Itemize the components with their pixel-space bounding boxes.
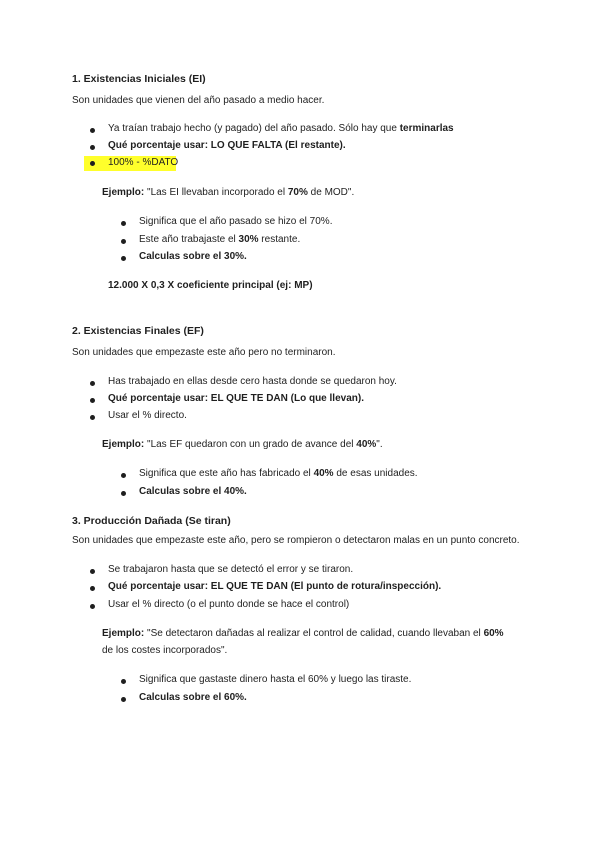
section-intro: Son unidades que vienen del año pasado a medio hacer.: [72, 95, 325, 106]
list-item: Has trabajado en ellas desde cero hasta donde se quedaron hoy.: [108, 376, 397, 387]
bullet-marker: [121, 697, 126, 702]
bullet-marker: [90, 161, 95, 166]
list-item: Significa que este año has fabricado el 40% de esas unidades.: [139, 468, 418, 479]
bullet-marker: [121, 256, 126, 261]
bullet-marker: [90, 415, 95, 420]
list-item: Significa que gastaste dinero hasta el 60% y luego las tiraste.: [139, 674, 412, 685]
example-line: Ejemplo: "Las EF quedaron con un grado de avance del 40%".: [102, 439, 383, 450]
list-item: Calculas sobre el 40%.: [139, 486, 247, 497]
list-item: Significa que el año pasado se hizo el 70%.: [139, 216, 333, 227]
section-heading: 2. Existencias Finales (EF): [72, 325, 204, 337]
bullet-marker: [121, 239, 126, 244]
bullet-marker: [121, 679, 126, 684]
section-heading: 3. Producción Dañada (Se tiran): [72, 515, 231, 527]
list-item: Qué porcentaje usar: EL QUE TE DAN (El punto de rotura/inspección).: [108, 581, 442, 592]
list-item: Ya traían trabajo hecho (y pagado) del año pasado. Sólo hay que terminarlas: [108, 123, 454, 134]
section-intro: Son unidades que empezaste este año pero no terminaron.: [72, 347, 336, 358]
bullet-marker: [90, 398, 95, 403]
example-line-continued: de los costes incorporados".: [102, 645, 228, 656]
bullet-marker: [90, 381, 95, 386]
example-line: Ejemplo: "Se detectaron dañadas al realizar el control de calidad, cuando llevaban el 60%: [102, 628, 504, 639]
bullet-marker: [90, 145, 95, 150]
list-item: Usar el % directo (o el punto donde se hace el control): [108, 599, 350, 610]
bullet-marker: [90, 128, 95, 133]
bullet-marker: [121, 473, 126, 478]
list-item: Usar el % directo.: [108, 410, 187, 421]
list-item-highlighted: 100% - %DATO: [108, 157, 179, 168]
list-item: Se trabajaron hasta que se detectó el error y se tiraron.: [108, 564, 354, 575]
list-item: Qué porcentaje usar: EL QUE TE DAN (Lo que llevan).: [108, 393, 364, 404]
bullet-marker: [121, 221, 126, 226]
list-item: Calculas sobre el 60%.: [139, 692, 247, 703]
bullet-marker: [121, 491, 126, 496]
section-heading: 1. Existencias Iniciales (EI): [72, 73, 206, 85]
bullet-marker: [90, 604, 95, 609]
list-item: Qué porcentaje usar: LO QUE FALTA (El restante).: [108, 140, 346, 151]
example-line: Ejemplo: "Las EI llevaban incorporado el 70% de MOD".: [102, 187, 355, 198]
list-item: Calculas sobre el 30%.: [139, 251, 247, 262]
bullet-marker: [90, 569, 95, 574]
bullet-marker: [90, 586, 95, 591]
formula-line: 12.000 X 0,3 X coeficiente principal (ej: MP): [108, 280, 313, 291]
list-item: Este año trabajaste el 30% restante.: [139, 234, 301, 245]
section-intro: Son unidades que empezaste este año, pero se rompieron o detectaron malas en un punto concreto.: [72, 535, 520, 546]
